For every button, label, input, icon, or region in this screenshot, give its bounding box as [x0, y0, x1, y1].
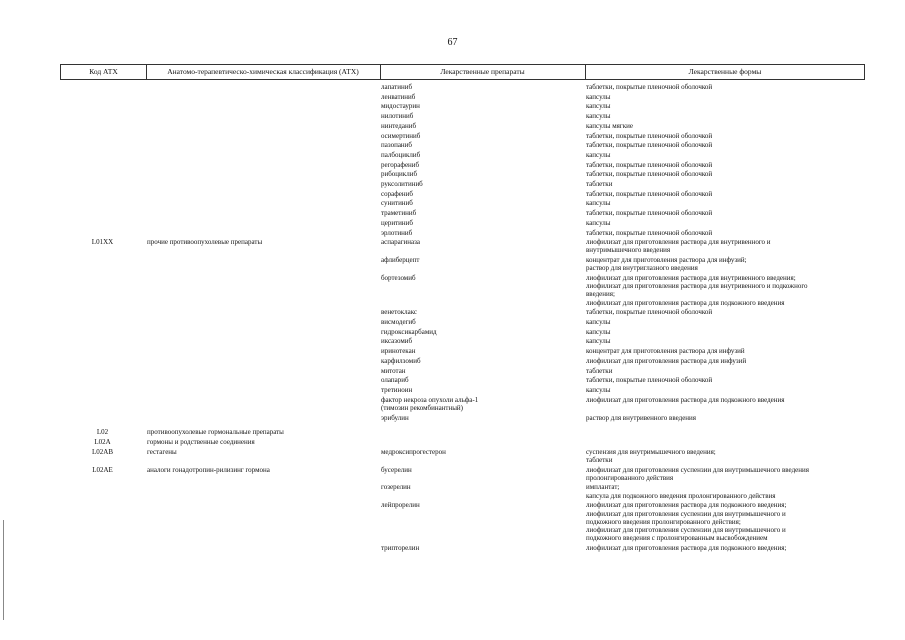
dosage-forms — [586, 238, 865, 254]
dosage-forms — [586, 122, 865, 130]
dosage-form-line: лиофилизат для приготовления раствора для внутривенного и — [586, 238, 771, 247]
drug-name: висмодегиб — [381, 318, 416, 326]
dosage-form-line: капсулы — [586, 337, 611, 346]
dosage-form-line: таблетки — [586, 366, 613, 375]
drug-name: афлиберцепт — [381, 256, 420, 265]
dosage-form-line: капсулы — [586, 92, 611, 101]
dosage-form-line: раствор для внутриглазного введения — [586, 264, 698, 273]
dosage-forms — [586, 414, 865, 422]
dosage-forms — [586, 256, 865, 272]
dosage-form-line: капсулы — [586, 102, 611, 111]
dosage-form-line: таблетки, покрытые пленочной оболочкой — [586, 209, 713, 218]
dosage-forms — [586, 386, 865, 394]
atc-code: L02 — [96, 428, 109, 437]
dosage-forms — [586, 151, 865, 159]
dosage-forms — [586, 93, 865, 101]
atc-classification: гормоны и родственные соединения — [147, 437, 255, 446]
drug-name: сорафениб — [381, 189, 413, 198]
drug-name: аспарагиназа — [381, 238, 421, 247]
dosage-forms — [586, 466, 865, 482]
header-code: Код АТХ — [89, 67, 118, 76]
dosage-form-line: суспензия для внутримышечного введения; — [586, 447, 716, 456]
drug-name: карфилзомиб — [381, 356, 421, 365]
dosage-form-line: капсулы — [586, 112, 611, 121]
dosage-form-line: лиофилизат для приготовления раствора для подкожного введения; — [586, 501, 787, 510]
dosage-forms — [586, 219, 865, 227]
dosage-form-line: таблетки, покрытые пленочной оболочкой — [586, 131, 713, 140]
dosage-form-line: таблетки, покрытые пленочной оболочкой — [586, 170, 713, 179]
dosage-forms — [586, 367, 865, 375]
drug-name: лейпрорелин — [381, 501, 420, 510]
dosage-form-line: подкожного введения с пролонгированным высвобождением — [586, 534, 768, 543]
dosage-form-line: капсулы — [586, 385, 611, 394]
dosage-forms — [586, 190, 865, 198]
drug-name: осимертиниб — [381, 131, 421, 140]
dosage-form-line: капсула для подкожного введения пролонгированного действия — [586, 491, 776, 500]
dosage-form-line: капсулы — [586, 218, 611, 227]
drug-name: третиноин — [381, 385, 413, 394]
dosage-form-line: имплантат; — [586, 483, 620, 492]
drug-name: ленватиниб — [381, 92, 416, 101]
dosage-form-line: таблетки, покрытые пленочной оболочкой — [586, 189, 713, 198]
atc-code: L02AB — [92, 447, 113, 456]
dosage-forms — [586, 448, 865, 464]
header-drugs: Лекарственные препараты — [440, 67, 525, 76]
dosage-forms — [586, 170, 865, 178]
drug-name-line: (тимозин рекомбинантный) — [381, 403, 464, 412]
dosage-forms — [586, 209, 865, 217]
dosage-form-line: лиофилизат для приготовления раствора для подкожного введения — [586, 298, 785, 307]
dosage-form-line: таблетки, покрытые пленочной оболочкой — [586, 160, 713, 169]
atc-code: L01XX — [91, 238, 114, 247]
drug-name: церитиниб — [381, 218, 413, 227]
dosage-forms — [586, 318, 865, 326]
drug-name: медроксипрогестерон — [381, 447, 446, 456]
atc-classification: противоопухолевые гормональные препараты — [147, 428, 284, 437]
header-classification: Анатомо-терапевтическо-химическая классификация (АТХ) — [167, 67, 359, 76]
atc-code: L02AE — [92, 465, 113, 474]
dosage-form-line: лиофилизат для приготовления раствора для подкожного введения — [586, 395, 785, 404]
dosage-form-line: лиофилизат для приготовления суспензии для внутримышечного и — [586, 525, 786, 534]
dosage-forms — [586, 161, 865, 169]
drug-name: митотан — [381, 366, 406, 375]
drug-name: трипторелин — [381, 543, 420, 552]
drug-name: эрибулин — [381, 413, 409, 422]
drug-name: руксолитиниб — [381, 180, 423, 188]
dosage-form-line: таблетки — [586, 455, 613, 464]
dosage-forms — [586, 180, 865, 188]
drug-name: лапатиниб — [381, 83, 413, 91]
dosage-form-line: лиофилизат для приготовления раствора для внутривенного и подкожного — [586, 282, 808, 291]
dosage-form-line: таблетки, покрытые пленочной оболочкой — [586, 308, 713, 317]
dosage-form-line: таблетки — [586, 180, 613, 188]
dosage-form-line: капсулы мягкие — [586, 121, 633, 130]
dosage-forms — [586, 396, 865, 404]
dosage-forms — [586, 229, 865, 237]
dosage-forms — [586, 337, 865, 345]
scan-margin-line — [3, 520, 4, 620]
dosage-forms — [586, 141, 865, 149]
dosage-form-line: капсулы — [586, 327, 611, 336]
dosage-form-line: лиофилизат для приготовления раствора для инфузий — [586, 356, 747, 365]
drug-name: палбоциклиб — [381, 150, 421, 159]
drug-name: олапариб — [381, 376, 409, 385]
dosage-forms — [586, 112, 865, 120]
dosage-form-line: лиофилизат для приготовления суспензии для внутримышечного введения — [586, 465, 809, 474]
dosage-forms — [586, 83, 865, 91]
drug-name: иринотекан — [381, 347, 416, 356]
dosage-form-line: пролонгированного действия — [586, 473, 674, 482]
atc-code: L02A — [94, 437, 111, 446]
dosage-forms — [586, 376, 865, 384]
drug-name-line: фактор некроза опухоли альфа-1 — [381, 395, 479, 404]
drug-name: мидостаурин — [381, 102, 420, 111]
dosage-form-line: таблетки, покрытые пленочной оболочкой — [586, 141, 713, 150]
dosage-forms — [586, 308, 865, 316]
drug-name: сунитиниб — [381, 199, 413, 208]
dosage-form-line: таблетки, покрытые пленочной оболочкой — [586, 83, 713, 91]
drug-name: гидроксикарбамид — [381, 327, 437, 336]
atc-classification: гестагены — [147, 447, 177, 456]
drug-name: нинтеданиб — [381, 121, 417, 130]
dosage-form-line: подкожного введения пролонгированного действия; — [586, 517, 741, 526]
dosage-forms — [586, 274, 865, 307]
atc-classification: прочие противоопухолевые препараты — [147, 238, 263, 247]
drug-name: траметиниб — [381, 209, 417, 218]
dosage-forms — [586, 132, 865, 140]
drug-name — [381, 396, 581, 412]
drug-name: регорафениб — [381, 160, 420, 169]
dosage-form-line: таблетки, покрытые пленочной оболочкой — [586, 228, 713, 237]
atc-classification: аналоги гонадотропин-рилизинг гормона — [147, 465, 270, 474]
drug-name: рибоциклиб — [381, 170, 418, 179]
dosage-forms — [586, 483, 865, 499]
dosage-form-line: лиофилизат для приготовления суспензии для внутримышечного и — [586, 509, 786, 518]
dosage-forms — [586, 328, 865, 336]
dosage-form-line: внутримышечного введения — [586, 246, 671, 255]
dosage-form-line: раствор для внутривенного введения — [586, 413, 697, 422]
drug-name: бортезомиб — [381, 274, 416, 282]
dosage-forms — [586, 102, 865, 110]
dosage-form-line: лиофилизат для приготовления раствора для внутривенного введения; — [586, 274, 796, 282]
dosage-form-line: капсулы — [586, 150, 611, 159]
dosage-form-line: концентрат для приготовления раствора для инфузий — [586, 347, 745, 356]
drug-name: гозерелин — [381, 483, 411, 492]
dosage-forms — [586, 357, 865, 365]
header-forms: Лекарственные формы — [688, 67, 762, 76]
page-number: 67 — [447, 37, 458, 48]
dosage-form-line: капсулы — [586, 199, 611, 208]
drug-name: нилотиниб — [381, 112, 414, 121]
dosage-form-line: таблетки, покрытые пленочной оболочкой — [586, 376, 713, 385]
dosage-forms — [586, 501, 865, 542]
drug-name: пазопаниб — [381, 141, 412, 150]
drug-name: эрлотиниб — [381, 228, 413, 237]
dosage-form-line: капсулы — [586, 318, 611, 326]
drug-name: венетоклакс — [381, 308, 418, 317]
drug-name: бусерелин — [381, 465, 412, 474]
dosage-forms — [586, 347, 865, 355]
drug-name: иксазомиб — [381, 337, 413, 346]
dosage-forms — [586, 544, 865, 552]
dosage-forms — [586, 199, 865, 207]
dosage-form-line: введения; — [586, 290, 615, 299]
dosage-form-line: лиофилизат для приготовления раствора для подкожного введения; — [586, 543, 787, 552]
dosage-form-line: концентрат для приготовления раствора для инфузий; — [586, 256, 747, 265]
